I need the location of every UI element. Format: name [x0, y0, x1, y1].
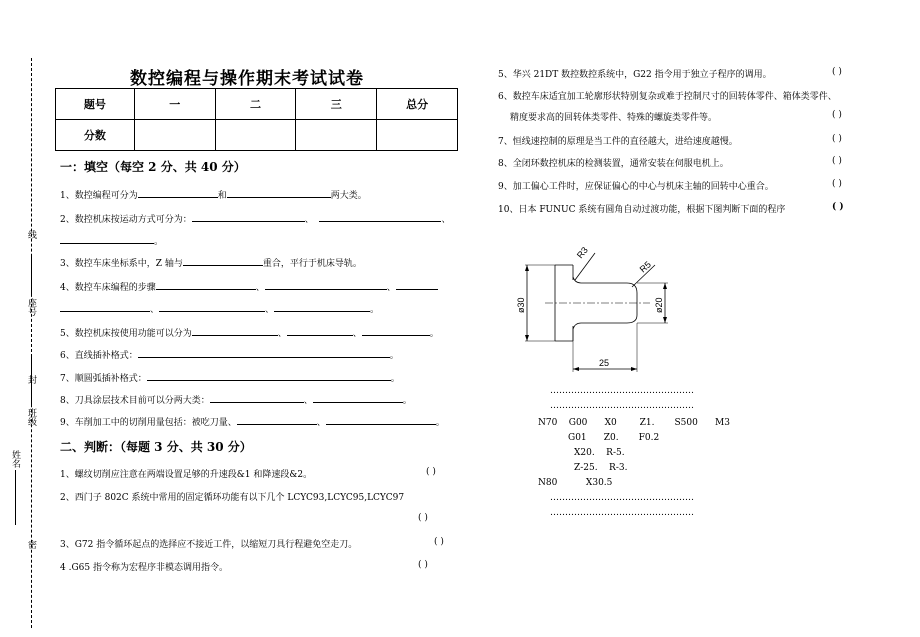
s1-q2-line2	[60, 234, 163, 247]
period: 。	[435, 418, 445, 428]
side-label-xian: 线	[26, 230, 36, 239]
comma: 、	[316, 418, 326, 428]
r-q10: 10、日本 FUNUC 系统有圆角自动过渡功能，根据下图判断下面的程序	[498, 205, 786, 215]
side-blank-zuohao	[31, 255, 32, 295]
program-line-1: N70 G00 X0 Z1. S500 M3	[538, 418, 730, 428]
blank[interactable]	[274, 303, 370, 312]
score-head-4: 总分	[377, 89, 458, 120]
s1-q4-line2	[60, 302, 379, 315]
score-cell-2[interactable]	[215, 120, 296, 151]
shaft-drawing	[515, 235, 685, 375]
period: 。	[370, 305, 380, 315]
program-blank-4[interactable]: …………………………………………	[550, 508, 694, 518]
period: 。	[154, 237, 164, 247]
program-line-2: G01 Z0. F0.2	[568, 433, 660, 443]
r-q6-answer[interactable]: ( )	[832, 110, 842, 120]
s1-q4-text: 4、数控车床编程的步骤	[60, 283, 156, 293]
program-line-3: X20. R-5.	[574, 448, 625, 458]
label-d20: ø20	[654, 297, 664, 313]
exam-title: 数控编程与操作期末考试试卷	[130, 69, 364, 89]
s1-q1	[60, 188, 367, 201]
blank[interactable]	[326, 416, 436, 425]
comma: 、	[304, 215, 314, 225]
arrow	[663, 283, 667, 289]
blank[interactable]	[183, 257, 263, 266]
period: 。	[429, 329, 439, 339]
s2-q2: 2、西门子 802C 系统中常用的固定循环功能有以下几个 LCYC93,LCYC95,LCYC97	[60, 493, 405, 503]
comma: 、	[277, 329, 287, 339]
side-label-xingming: 姓名	[10, 450, 20, 468]
side-label-banji: 班级	[26, 408, 36, 426]
blank[interactable]	[156, 281, 256, 290]
r-q9-answer[interactable]: ( )	[832, 179, 842, 189]
program-line-4: Z-25. R-3.	[574, 463, 628, 473]
s2-q3: 3、G72 指令循环起点的选择应不接近工件，以缩短刀具行程避免空走刀。	[60, 540, 358, 550]
score-head-1: 一	[134, 89, 215, 120]
comma: 、	[441, 215, 451, 225]
r-q6a: 6、数控车床适宜加工轮廓形状特别复杂或难于控制尺寸的回转体零件、箱体类零件、	[498, 92, 837, 102]
blank[interactable]	[138, 189, 218, 198]
r-q5-answer[interactable]: ( )	[832, 67, 842, 77]
arrow	[573, 367, 579, 371]
score-header-row	[56, 89, 458, 120]
s1-q1-c: 两大类。	[330, 191, 367, 201]
label-r3: R3	[574, 245, 590, 261]
side-blank-xingming	[15, 470, 16, 525]
blank[interactable]	[147, 372, 391, 381]
blank[interactable]	[210, 394, 304, 403]
label-25: 25	[599, 358, 610, 368]
side-label-feng: 封	[26, 375, 36, 384]
arrow	[631, 367, 637, 371]
s2-q4-answer[interactable]: ( )	[418, 560, 428, 570]
blank[interactable]	[159, 303, 265, 312]
blank[interactable]	[265, 281, 387, 290]
r-q8: 8、全闭环数控机床的检测装置，通常安装在伺服电机上。	[498, 159, 729, 169]
s1-q8	[60, 393, 412, 406]
program-blank-2[interactable]: …………………………………………	[550, 401, 694, 411]
program-blank-3[interactable]: …………………………………………	[550, 493, 694, 503]
blank[interactable]	[138, 349, 390, 358]
r-q7-answer[interactable]: ( )	[832, 134, 842, 144]
comma: 、	[352, 329, 362, 339]
s1-q9	[60, 415, 445, 428]
r-q8-answer[interactable]: ( )	[832, 156, 842, 166]
r-q9: 9、加工偏心工件时，应保证偏心的中心与机床主轴的回转中心重合。	[498, 182, 774, 192]
score-table	[55, 88, 458, 151]
blank[interactable]	[237, 416, 317, 425]
side-label-zuohao: 座号	[26, 298, 36, 316]
score-cell-total[interactable]	[377, 120, 458, 151]
comma: 、	[150, 305, 160, 315]
score-value-row	[56, 120, 458, 151]
program-line-5: N80 X30.5	[538, 478, 613, 488]
s1-q2	[60, 212, 451, 225]
s1-q8-text: 8、刀具涂层技术目前可以分两大类：	[60, 396, 210, 406]
period: 。	[390, 374, 400, 384]
s2-q1: 1、螺纹切削应注意在两端设置足够的升速段&1 和降速段&2。	[60, 470, 313, 480]
s1-q1-a: 1、数控编程可分为	[60, 191, 138, 201]
score-head-0: 题号	[56, 89, 135, 120]
score-cell-1[interactable]	[134, 120, 215, 151]
section1-heading: 一：填空（每空 2 分、共 40 分）	[60, 160, 246, 174]
side-blank-banji	[31, 355, 32, 405]
s1-q2-text: 2、数控机床按运动方式可分为：	[60, 215, 192, 225]
s2-q1-answer[interactable]: ( )	[426, 467, 436, 477]
comma: 、	[255, 283, 265, 293]
s1-q6-text: 6、直线插补格式：	[60, 351, 138, 361]
blank[interactable]	[396, 281, 438, 290]
blank[interactable]	[313, 394, 403, 403]
arrow	[663, 317, 667, 323]
blank[interactable]	[362, 327, 430, 336]
r-q10-answer[interactable]: ( )	[832, 202, 844, 212]
blank[interactable]	[192, 213, 305, 222]
r-q5: 5、华兴 21DT 数控数控系统中，G22 指令用于独立子程序的调用。	[498, 70, 772, 80]
s1-q7	[60, 371, 400, 384]
s2-q3-answer[interactable]: ( )	[434, 537, 444, 547]
period: 。	[389, 351, 399, 361]
arrow	[525, 265, 529, 271]
score-head-2: 二	[215, 89, 296, 120]
label-d30: ø30	[516, 297, 526, 313]
s2-q4: 4 .G65 指令称为宏程序非模态调用指令。	[60, 563, 228, 573]
s1-q3-b: 重合，平行于机床导轨。	[262, 259, 362, 269]
s1-q5-text: 5、数控机床按使用功能可以分为	[60, 329, 192, 339]
blank[interactable]	[227, 189, 331, 198]
s1-q6	[60, 348, 399, 361]
blank[interactable]	[60, 303, 150, 312]
r-q7: 7、恒线速控制的原理是当工件的直径越大，进给速度越慢。	[498, 137, 738, 147]
blank[interactable]	[192, 327, 278, 336]
r-q6b: 精度要求高的回转体类零件、特殊的螺旋类零件等。	[510, 113, 718, 123]
blank[interactable]	[319, 213, 441, 222]
score-head-3: 三	[296, 89, 377, 120]
blank[interactable]	[60, 235, 154, 244]
s1-q3-a: 3、数控车床坐标系中，Z 轴与	[60, 259, 183, 269]
period: 。	[402, 396, 412, 406]
label-r5: R5	[637, 259, 653, 275]
comma: 、	[303, 396, 313, 406]
comma: 、	[265, 305, 275, 315]
score-label: 分数	[56, 120, 135, 151]
program-blank-1[interactable]: …………………………………………	[550, 386, 694, 396]
s1-q3	[60, 256, 362, 269]
s1-q5	[60, 326, 439, 339]
s1-q7-text: 7、顺圆弧插补格式：	[60, 374, 147, 384]
blank[interactable]	[287, 327, 353, 336]
section2-heading: 二、判断：（每题 3 分、共 30 分）	[60, 440, 252, 454]
comma: 、	[386, 283, 396, 293]
s1-q1-b: 和	[217, 191, 227, 201]
side-label-mi: 密	[26, 540, 36, 549]
arrow	[525, 335, 529, 341]
s1-q4	[60, 280, 438, 293]
s1-q9-text: 9、车削加工中的切削用量包括：被吃刀量、	[60, 418, 237, 428]
s2-q2-answer[interactable]: ( )	[418, 513, 428, 523]
score-cell-3[interactable]	[296, 120, 377, 151]
